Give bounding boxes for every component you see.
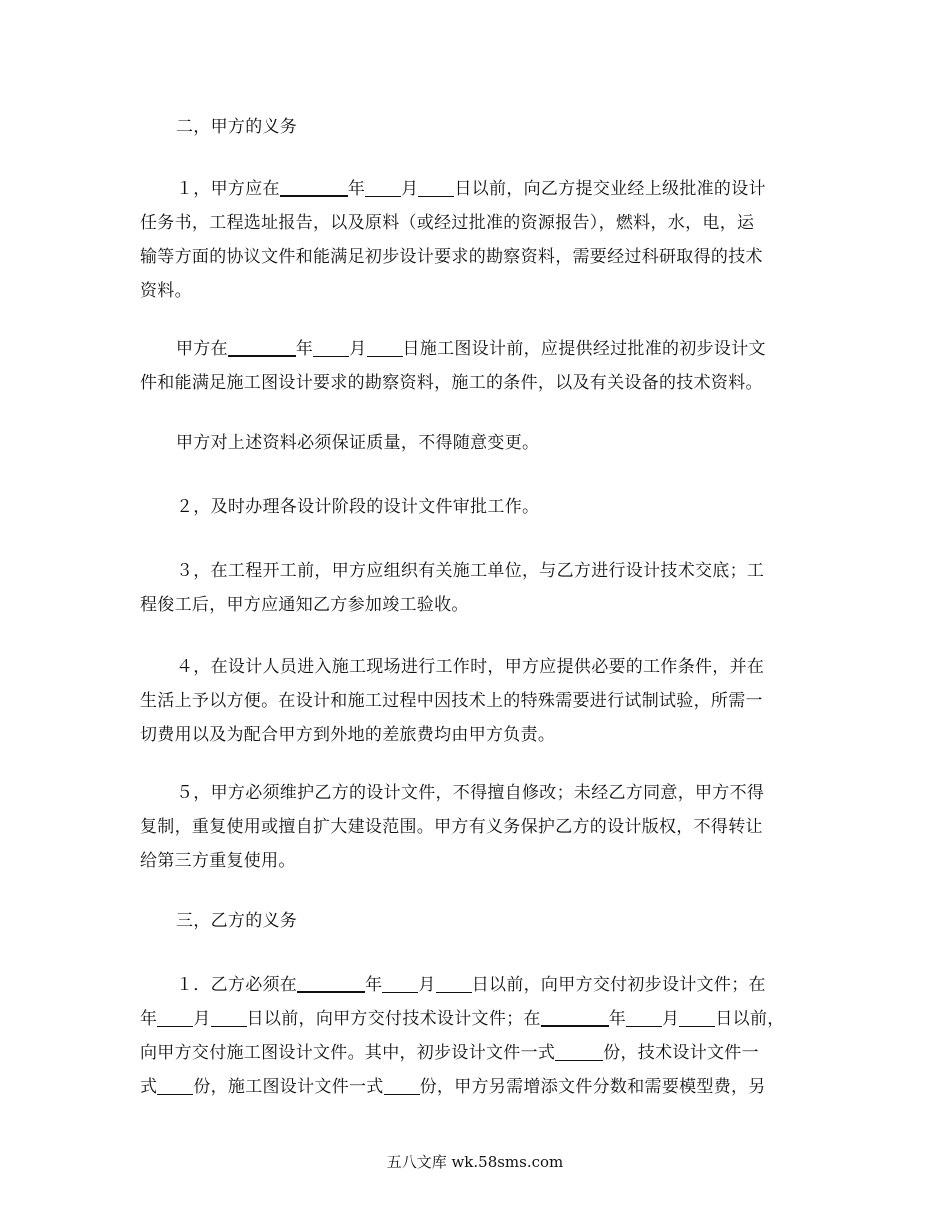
blank-day[interactable]: [679, 1007, 715, 1027]
blank-year[interactable]: [541, 1006, 609, 1027]
paragraph-4: ２，及时办理各设计阶段的设计文件审批工作。: [176, 497, 540, 517]
blank-copies[interactable]: [157, 1075, 193, 1095]
blank-month[interactable]: [157, 1007, 193, 1027]
blank-year[interactable]: [280, 176, 348, 197]
paragraph-5: ３，在工程开工前，甲方应组织有关施工单位，与乙方进行设计技术交底；工 程俊工后，甲方应通知乙方参加竣工验收。: [140, 561, 765, 615]
paragraph-3: 甲方对上述资料必须保证质量，不得随意变更。: [176, 433, 540, 453]
blank-month[interactable]: [365, 177, 401, 197]
paragraph-8: １．乙方必须在 年 月 日以前，向甲方交付初步设计文件；在 年 月 日以前，向甲方交付技术设计文件；在 年 月 日以前， 向甲方交付施工图设计文件。其中，初步设计文件一式 份，技术设计文件一 式 份，施工图设计文件一式 份，甲方另需增添文件分数和需要模型费，另: [140, 968, 820, 1104]
paragraph-6: ４，在设计人员进入施工现场进行工作时，甲方应提供必要的工作条件，并在 生活上予以方便。在设计和施工过程中因技术上的特殊需要进行试制试验，所需一 切费用以及为配合甲方到外地的差旅费均由甲方负责。: [140, 657, 765, 745]
blank-month[interactable]: [626, 1007, 662, 1027]
section-heading-party-a: 二，甲方的义务: [176, 117, 298, 137]
blank-month[interactable]: [382, 973, 418, 993]
paragraph-7: ５，甲方必须维护乙方的设计文件，不得擅自修改；未经乙方同意，甲方不得 复制，重复使用或擅自扩大建设范围。甲方有义务保护乙方的设计版权，不得转让 给第三方重复使用。: [140, 783, 765, 871]
paragraph-1: １，甲方应在 年 月 日以前，向乙方提交业经上级批准的设计 任务书，工程选址报告，以及原料（或经过批准的资源报告），燃料，水，电，运 输等方面的协议文件和能满足初步设计要求的勘察资料，需要经过科研取得的技术 资料。: [140, 172, 820, 308]
blank-month[interactable]: [313, 337, 349, 357]
blank-year[interactable]: [228, 336, 296, 357]
paragraph-2: 甲方在 年 月 日施工图设计前，应提供经过批准的初步设计文 件和能满足施工图设计要求的勘察资料，施工的条件，以及有关设备的技术资料。: [140, 332, 820, 400]
blank-day[interactable]: [211, 1007, 247, 1027]
section-heading-party-b: 三，乙方的义务: [176, 911, 298, 931]
page-footer: 五八文库 wk.58sms.com: [386, 1153, 564, 1171]
blank-day[interactable]: [436, 973, 472, 993]
blank-copies[interactable]: [555, 1041, 603, 1061]
blank-year[interactable]: [297, 972, 365, 993]
blank-day[interactable]: [418, 177, 454, 197]
blank-copies[interactable]: [384, 1075, 420, 1095]
blank-day[interactable]: [367, 337, 403, 357]
